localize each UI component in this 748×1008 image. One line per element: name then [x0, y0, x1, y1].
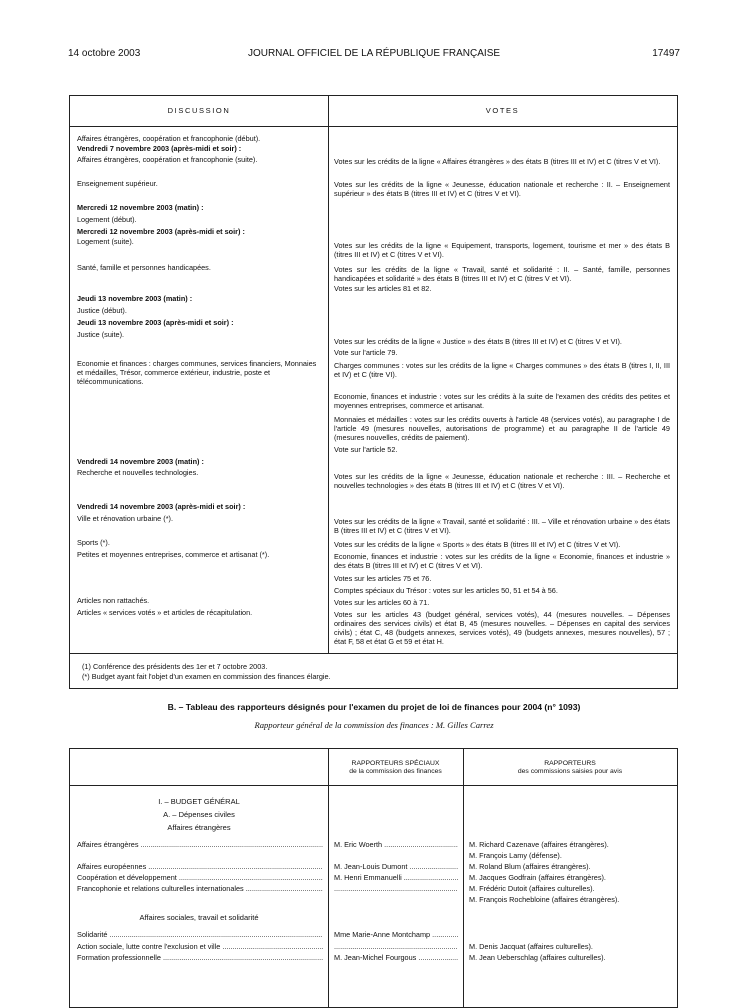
section-heading: Affaires sociales, travail et solidarité — [139, 913, 259, 922]
budget-line: Coopération et développement ..... — [77, 873, 323, 882]
discussion-row: Affaires étrangères, coopération et francophonie (début). — [77, 134, 261, 143]
rapporteur-avis: M. Denis Jacquat (affaires culturelles). — [469, 942, 593, 951]
discussion-row: Articles « services votés » et articles de récapitulation. — [77, 608, 253, 617]
footnote-1: (1) Conférence des présidents des 1er et 7 octobre 2003. — [82, 662, 268, 671]
votes-row: Monnaies et médailles : votes sur les crédits ouverts à l'article 48 (services votés), au paragraphe I de l'article 49 (mesures nouvelles, autorisations de programme) et au paragraphe II de l'article 49 (mesures nouvelles, crédits de paiement). — [334, 415, 670, 442]
votes-row: Charges communes : votes sur les crédits de la ligne « Charges communes » des états B (titres I, II, III et IV) et C (titre VI). — [334, 361, 670, 379]
votes-row: Economie, finances et industrie : votes sur les crédits à la suite de l'examen des crédits des petites et moyennes entreprises, commerce et artisanat. — [334, 392, 670, 410]
discussion-date: Vendredi 7 novembre 2003 (après-midi et soir) : — [77, 144, 242, 153]
votes-row: Votes sur les crédits de la ligne « Sports » des états B (titres III et IV) et C (titres V et VI). — [334, 540, 621, 549]
discussion-date: Vendredi 14 novembre 2003 (matin) : — [77, 457, 204, 466]
budget-line: Affaires européennes ..... — [77, 862, 323, 871]
rapporteur-special: M. Jean-Michel Fourgous ..... — [334, 953, 458, 962]
rapporteur-special — [334, 884, 458, 893]
votes-row: Votes sur les crédits de la ligne « Equipement, transports, logement, tourisme et mer » des états B (titres III et IV) et C (titres V et VI). — [334, 241, 670, 259]
rapporteur-special — [334, 942, 458, 951]
header-title: JOURNAL OFFICIEL DE LA RÉPUBLIQUE FRANÇAISE — [247, 48, 501, 59]
header-date: 14 octobre 2003 — [68, 48, 141, 59]
rapporteur-avis: M. Jacques Godfrain (affaires étrangères). — [469, 873, 606, 882]
votes-row: Economie, finances et industrie : votes sur les crédits de la ligne « Economie, finances et industrie » des états B (titres III et IV) et C (titres V et VI). — [334, 552, 670, 570]
footnote-2: (*) Budget ayant fait l'objet d'un examen en commission des finances élargie. — [82, 672, 331, 681]
votes-row: Comptes spéciaux du Trésor : votes sur les articles 50, 51 et 54 à 56. — [334, 586, 558, 595]
rapporteur-avis: M. Jean Ueberschlag (affaires culturelles). — [469, 953, 606, 962]
rapporteur-special: Mme Marie-Anne Montchamp ..... — [334, 930, 458, 939]
votes-row: Vote sur l'article 52. — [334, 445, 398, 454]
discussion-date: Vendredi 14 novembre 2003 (après-midi et soir) : — [77, 502, 246, 511]
rapporteur-special: M. Eric Woerth ..... — [334, 840, 458, 849]
budget-line: Affaires étrangères ..... — [77, 840, 323, 849]
rapporteur-avis: M. François Lamy (défense). — [469, 851, 562, 860]
discussion-row: Santé, famille et personnes handicapées. — [77, 263, 211, 272]
votes-row: Votes sur les articles 43 (budget général, services votés), 44 (mesures nouvelles. – Dépenses ordinaires des services civils) et état B, 45 (mesures nouvelles. – Dépenses en capital des services civils) ; état C, 48 (budgets annexes, services votés), 49 (budgets annexes, mesures nouvelles), 57 ; état F, 58 et état G et 59 et état H. — [334, 610, 670, 646]
discussion-row: Articles non rattachés. — [77, 596, 150, 605]
votes-row: Votes sur les articles 75 et 76. — [334, 574, 432, 583]
header-page-number: 17497 — [652, 48, 680, 59]
discussion-date: Jeudi 13 novembre 2003 (matin) : — [77, 294, 193, 303]
votes-row: Votes sur les articles 81 et 82. — [334, 284, 432, 293]
votes-row: Votes sur les crédits de la ligne « Travail, santé et solidarité : II. – Santé, famille, personnes handicapées et solidarité » des états B (titres III et IV) et C (titres V et VI). — [334, 265, 670, 283]
col-header-rapporteurs-avis: RAPPORTEURS des commissions saisies pour avis — [517, 760, 623, 775]
rapporteur-avis: M. Frédéric Dutoit (affaires culturelles). — [469, 884, 595, 893]
discussion-row: Recherche et nouvelles technologies. — [77, 468, 199, 477]
discussion-row: Sports (*). — [77, 538, 110, 547]
col-header-rapporteurs-speciaux: RAPPORTEURS SPÉCIAUX de la commission des finances — [349, 760, 442, 775]
section-b-title: B. – Tableau des rapporteurs désignés pour l'examen du projet de loi de finances pour 2004 (n° 1093) — [167, 702, 581, 712]
votes-row: Votes sur les crédits de la ligne « Jeunesse, éducation nationale et recherche : III. – Recherche et nouvelles technologies » des états B (titres III et IV) et C (titres V et VI). — [334, 472, 670, 490]
rapporteurs-table — [69, 748, 678, 1008]
votes-row: Vote sur l'article 79. — [334, 348, 398, 357]
section-b-subtitle: Rapporteur général de la commission des finances : M. Gilles Carrez — [254, 720, 494, 730]
col-header-discussion: DISCUSSION — [167, 106, 231, 115]
page-header — [68, 48, 680, 64]
discussion-row: Logement (suite). — [77, 237, 134, 246]
votes-row: Votes sur les articles 60 à 71. — [334, 598, 430, 607]
discussion-date: Jeudi 13 novembre 2003 (après-midi et soir) : — [77, 318, 234, 327]
col-header-votes: VOTES — [485, 106, 520, 115]
rapporteur-special: M. Jean-Louis Dumont ..... — [334, 862, 458, 871]
discussion-row: Ville et rénovation urbaine (*). — [77, 514, 173, 523]
rapporteur-avis: M. Roland Blum (affaires étrangères). — [469, 862, 591, 871]
discussion-date: Mercredi 12 novembre 2003 (matin) : — [77, 203, 204, 212]
discussion-votes-table — [69, 95, 678, 689]
discussion-row: Justice (début). — [77, 306, 127, 315]
rapporteur-avis: M. François Rochebloine (affaires étrangères). — [469, 895, 620, 904]
budget-line: Solidarité ..... — [77, 930, 323, 939]
section-heading: I. – BUDGET GÉNÉRAL — [158, 797, 240, 806]
votes-row: Votes sur les crédits de la ligne « Jeunesse, éducation nationale et recherche : II. – Enseignement supérieur » des états B (titres III et IV) et C (titres V et VI). — [334, 180, 670, 198]
rapporteur-avis: M. Richard Cazenave (affaires étrangères). — [469, 840, 609, 849]
rapporteur-special: M. Henri Emmanuelli ..... — [334, 873, 458, 882]
discussion-row: Justice (suite). — [77, 330, 125, 339]
budget-line: Action sociale, lutte contre l'exclusion et ville ..... — [77, 942, 323, 951]
budget-line: Formation professionnelle ..... — [77, 953, 323, 962]
discussion-row: Petites et moyennes entreprises, commerce et artisanat (*). — [77, 550, 270, 559]
discussion-row: Logement (début). — [77, 215, 137, 224]
budget-line: Francophonie et relations culturelles internationales ..... — [77, 884, 323, 893]
section-heading: A. – Dépenses civiles — [163, 810, 235, 819]
votes-row: Votes sur les crédits de la ligne « Justice » des états B (titres III et IV) et C (titres V et VI). — [334, 337, 622, 346]
discussion-row: Enseignement supérieur. — [77, 179, 158, 188]
discussion-row: Affaires étrangères, coopération et francophonie (suite). — [77, 155, 258, 164]
votes-row: Votes sur les crédits de la ligne « Affaires étrangères » des états B (titres III et IV) et C (titres V et VI). — [334, 157, 661, 166]
discussion-date: Mercredi 12 novembre 2003 (après-midi et soir) : — [77, 227, 245, 236]
discussion-row: Economie et finances : charges communes, services financiers, Monnaies et médailles, Trésor, commerce extérieur, industrie, poste et télécommunications. — [77, 359, 317, 386]
votes-row: Votes sur les crédits de la ligne « Travail, santé et solidarité : III. – Ville et rénovation urbaine » des états B (titres III et IV) et C (titres V et VI). — [334, 517, 670, 535]
section-heading: Affaires étrangères — [167, 823, 231, 832]
